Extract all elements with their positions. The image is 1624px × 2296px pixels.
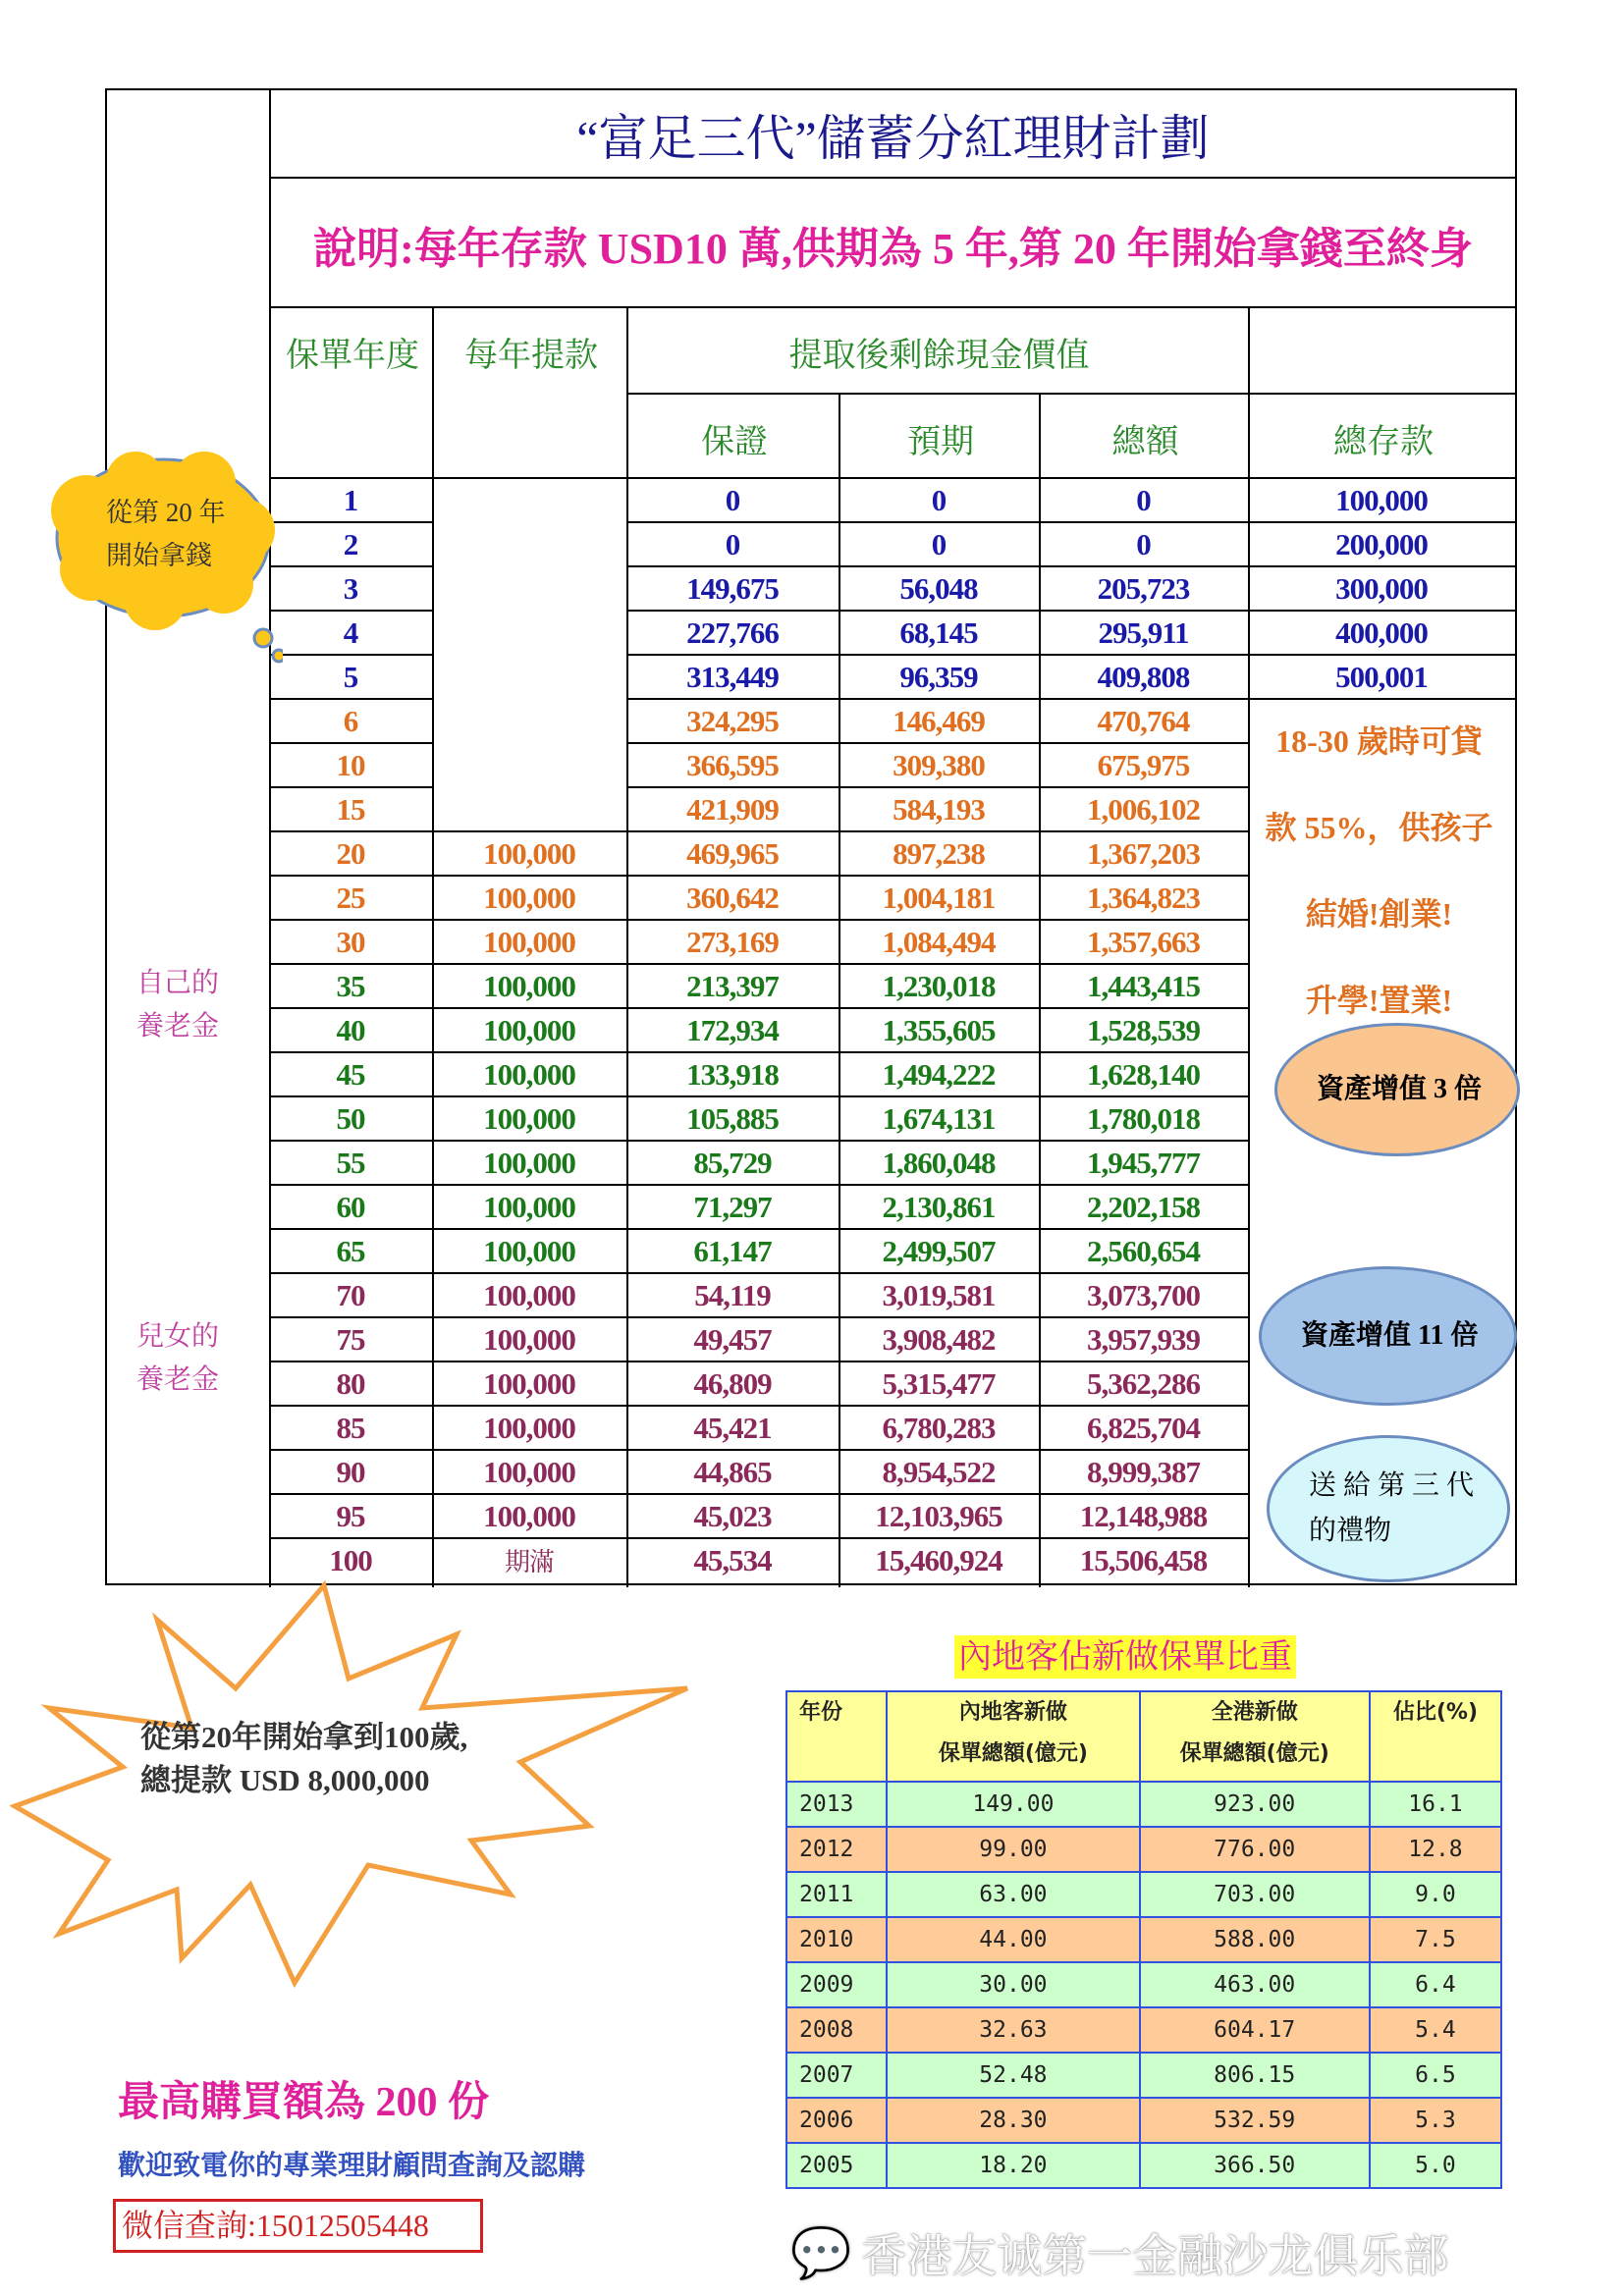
cell-total: 2,202,158 [1087, 1189, 1200, 1224]
cell-proj: 6,780,283 [882, 1410, 996, 1445]
cell-total: 3,957,939 [1087, 1321, 1200, 1357]
share-cell: 776.00 [1140, 1827, 1370, 1872]
cell-year: 20 [336, 835, 365, 871]
share-cell: 588.00 [1140, 1917, 1370, 1962]
cell-guar: 45,023 [693, 1498, 772, 1533]
share-row [786, 2053, 1501, 2098]
cell-proj: 3,908,482 [882, 1321, 996, 1357]
cell-total: 1,367,203 [1087, 835, 1200, 871]
cell-proj: 309,380 [893, 747, 985, 782]
cell-year: 30 [336, 924, 365, 959]
cell-guar: 360,642 [686, 880, 779, 915]
loan-note-1: 18-30 歲時可貸 [1275, 723, 1483, 759]
starburst-line: 從第20年開始拿到100歲, [140, 1720, 468, 1754]
share-cell: 604.17 [1140, 2007, 1370, 2053]
own-pension-label [136, 962, 219, 1048]
cell-deposit: 400,000 [1335, 614, 1428, 650]
cell-total: 1,780,018 [1087, 1100, 1200, 1136]
share-cell: 2012 [786, 1827, 887, 1872]
cell-proj: 1,860,048 [882, 1145, 996, 1180]
cell-year: 65 [336, 1233, 365, 1268]
cell-guar: 273,169 [686, 924, 779, 959]
cell-year: 2 [343, 526, 358, 561]
cell-proj: 2,130,861 [882, 1189, 996, 1224]
share-cell: 44.00 [887, 1917, 1139, 1962]
share-cell: 149.00 [887, 1782, 1139, 1827]
cell-total: 1,357,663 [1087, 924, 1200, 959]
share-cell: 2008 [786, 2007, 887, 2053]
share-cell: 2009 [786, 1962, 887, 2007]
cell-year: 55 [336, 1145, 365, 1180]
cell-guar: 421,909 [686, 791, 779, 827]
cell-proj: 68,145 [899, 614, 978, 650]
starburst-text [140, 1716, 467, 1802]
share-cell: 9.0 [1370, 1872, 1501, 1917]
cell-total: 409,808 [1097, 659, 1190, 694]
cell-withdraw: 100,000 [483, 1012, 575, 1047]
share-cell: 7.5 [1370, 1917, 1501, 1962]
share-row [786, 2098, 1501, 2143]
header-total-deposit: 總存款 [1333, 423, 1434, 460]
header-policy-year: 保單年度 [286, 337, 419, 374]
share-cell: 2011 [786, 1872, 887, 1917]
share-cell: 2005 [786, 2143, 887, 2188]
share-cell: 6.5 [1370, 2053, 1501, 2098]
cell-withdraw: 100,000 [483, 1321, 575, 1357]
share-row [786, 1782, 1501, 1827]
share-row [786, 1962, 1501, 2007]
loan-note-3: 結婚!創業! [1305, 896, 1453, 932]
cell-total: 3,073,700 [1087, 1277, 1200, 1312]
header-annual-withdrawal: 每年提款 [464, 337, 598, 374]
cell-guar: 85,729 [693, 1145, 772, 1180]
cell-deposit: 500,001 [1335, 659, 1428, 694]
cell-guar: 0 [725, 526, 740, 561]
share-cell: 2013 [786, 1782, 887, 1827]
cell-guar: 469,965 [686, 835, 779, 871]
cell-withdraw: 期滿 [504, 1548, 554, 1577]
cell-year: 40 [336, 1012, 365, 1047]
cell-guar: 54,119 [694, 1277, 771, 1312]
label-line: 兒女的 [136, 1321, 220, 1352]
cell-withdraw: 100,000 [483, 1145, 575, 1180]
cell-proj: 8,954,522 [882, 1454, 996, 1489]
cell-year: 90 [336, 1454, 365, 1489]
share-cell: 5.3 [1370, 2098, 1501, 2143]
loan-note-2: 款 55%，供孩子 [1265, 810, 1493, 845]
cloud-callout [106, 491, 226, 577]
grid-line [269, 306, 1517, 308]
cell-proj: 56,048 [899, 570, 978, 606]
cell-total: 470,764 [1097, 703, 1190, 738]
cell-proj: 5,315,477 [882, 1365, 996, 1401]
share-cell: 2006 [786, 2098, 887, 2143]
cell-proj: 1,084,494 [882, 924, 996, 959]
cell-withdraw: 100,000 [483, 835, 575, 871]
cell-total: 8,999,387 [1087, 1454, 1200, 1489]
cell-proj: 1,674,131 [882, 1100, 996, 1136]
cell-proj: 3,019,581 [882, 1277, 996, 1312]
cell-year: 25 [336, 880, 365, 915]
header-projected: 預期 [907, 423, 974, 460]
share-cell: 18.20 [887, 2143, 1139, 2188]
cell-guar: 324,295 [686, 703, 779, 738]
share-cell: 32.63 [887, 2007, 1139, 2053]
share-row [786, 2143, 1501, 2188]
share-cell: 703.00 [1140, 1872, 1370, 1917]
grid-line [269, 177, 1517, 179]
cell-guar: 133,918 [686, 1056, 779, 1092]
share-cell: 63.00 [887, 1872, 1139, 1917]
share-header-line: 佔比(%) [1392, 1700, 1479, 1725]
share-header-line: 內地客新做 [958, 1700, 1067, 1725]
cell-total: 295,911 [1098, 614, 1189, 650]
cell-year: 80 [336, 1365, 365, 1401]
cell-withdraw: 100,000 [483, 968, 575, 1003]
header-remaining-value: 提取後剩餘現金價值 [788, 337, 1090, 374]
cell-proj: 1,494,222 [882, 1056, 996, 1092]
cell-withdraw: 100,000 [483, 1100, 575, 1136]
share-cell: 5.0 [1370, 2143, 1501, 2188]
cell-proj: 584,193 [893, 791, 985, 827]
share-row [786, 1827, 1501, 1872]
cell-proj: 0 [931, 526, 947, 561]
cell-proj: 1,355,605 [882, 1012, 996, 1047]
share-cell: 28.30 [887, 2098, 1139, 2143]
cell-year: 100 [329, 1542, 372, 1577]
share-header [1370, 1691, 1501, 1782]
cell-guar: 227,766 [686, 614, 779, 650]
label-line: 自己的 [136, 968, 220, 998]
cell-year: 5 [343, 659, 358, 694]
cell-proj: 15,460,924 [875, 1542, 1002, 1577]
cell-total: 15,506,458 [1079, 1542, 1208, 1577]
cell-withdraw: 100,000 [483, 924, 575, 959]
cell-guar: 71,297 [693, 1189, 772, 1224]
wechat-icon: 💬 [790, 2224, 852, 2280]
cell-guar: 46,809 [693, 1365, 772, 1401]
cell-proj: 2,499,507 [882, 1233, 996, 1268]
header-total: 總額 [1111, 423, 1179, 460]
plan-title: “富足三代”儲蓄分紅理財計劃 [576, 111, 1210, 166]
cell-total: 2,560,654 [1087, 1233, 1200, 1268]
share-cell: 6.4 [1370, 1962, 1501, 2007]
cell-total: 1,006,102 [1087, 791, 1200, 827]
bubble-asset-growth-11x: 資產增值 11 倍 [1259, 1266, 1517, 1406]
share-row [786, 1917, 1501, 1962]
cell-year: 10 [336, 747, 365, 782]
bubble-asset-growth-3x: 資產增值 3 倍 [1274, 1023, 1520, 1156]
cell-guar: 213,397 [686, 968, 779, 1003]
cell-withdraw: 100,000 [483, 1498, 575, 1533]
cell-withdraw: 100,000 [483, 1233, 575, 1268]
cloud-line: 從第 20 年 [106, 498, 226, 527]
cell-year: 4 [343, 614, 358, 650]
cell-total: 205,723 [1097, 570, 1190, 606]
cell-withdraw: 100,000 [483, 1365, 575, 1401]
cell-withdraw: 100,000 [483, 1056, 575, 1092]
cell-year: 75 [336, 1321, 365, 1357]
cell-guar: 45,421 [693, 1410, 772, 1445]
cell-guar: 172,934 [686, 1012, 779, 1047]
share-cell: 12.8 [1370, 1827, 1501, 1872]
cell-year: 95 [336, 1498, 365, 1533]
share-header-line: 保單總額(億元) [1179, 1741, 1329, 1766]
share-cell: 463.00 [1140, 1962, 1370, 2007]
cell-guar: 44,865 [693, 1454, 772, 1489]
cell-year: 85 [336, 1410, 365, 1445]
cell-proj: 897,238 [893, 835, 985, 871]
label-line: 養老金 [136, 1364, 220, 1395]
cell-guar: 45,534 [693, 1542, 772, 1577]
max-purchase: 最高購買額為 200 份 [118, 2080, 490, 2125]
cell-year: 35 [336, 968, 365, 1003]
cell-proj: 146,469 [893, 703, 985, 738]
cell-year: 60 [336, 1189, 365, 1224]
wechat-contact: 微信查詢:15012505448 [113, 2199, 483, 2253]
cell-proj: 12,103,965 [875, 1498, 1002, 1533]
cell-total: 0 [1136, 526, 1151, 561]
cell-guar: 313,449 [686, 659, 779, 694]
contact-note: 歡迎致電你的專業理財顧問查詢及認購 [118, 2151, 586, 2181]
grid-line [626, 393, 1517, 395]
share-cell: 99.00 [887, 1827, 1139, 1872]
share-row [786, 1872, 1501, 1917]
cell-year: 50 [336, 1100, 365, 1136]
cell-guar: 149,675 [686, 570, 779, 606]
share-cell: 16.1 [1370, 1782, 1501, 1827]
cell-year: 15 [336, 791, 365, 827]
cell-guar: 366,595 [686, 747, 779, 782]
cell-year: 3 [343, 570, 358, 606]
share-cell: 806.15 [1140, 2053, 1370, 2098]
cell-proj: 0 [931, 482, 947, 517]
share-header-line: 全港新做 [1211, 1700, 1298, 1725]
share-cell: 366.50 [1140, 2143, 1370, 2188]
cell-guar: 105,885 [686, 1100, 779, 1136]
share-cell: 923.00 [1140, 1782, 1370, 1827]
grid-line [1248, 698, 1517, 700]
share-header [786, 1691, 887, 1782]
cell-withdraw: 100,000 [483, 1410, 575, 1445]
cell-guar: 61,147 [693, 1233, 772, 1268]
cell-total: 1,528,539 [1087, 1012, 1200, 1047]
plan-description: 說明:每年存款 USD10 萬,供期為 5 年,第 20 年開始拿錢至終身 [313, 225, 1473, 273]
starburst-line: 總提款 USD 8,000,000 [140, 1763, 430, 1797]
share-header-line: 年份 [799, 1700, 843, 1725]
share-cell: 52.48 [887, 2053, 1139, 2098]
cell-withdraw: 100,000 [483, 1189, 575, 1224]
cell-total: 1,443,415 [1087, 968, 1200, 1003]
cell-proj: 1,230,018 [882, 968, 996, 1003]
share-cell: 2010 [786, 1917, 887, 1962]
cell-withdraw: 100,000 [483, 1454, 575, 1489]
label-line: 養老金 [136, 1011, 220, 1041]
cell-total: 12,148,988 [1079, 1498, 1208, 1533]
cell-proj: 96,359 [899, 659, 978, 694]
watermark [790, 2220, 1624, 2285]
cell-year: 6 [343, 703, 358, 738]
cell-total: 6,825,704 [1087, 1410, 1200, 1445]
children-pension-label [136, 1315, 219, 1402]
cell-total: 1,628,140 [1087, 1056, 1200, 1092]
share-cell: 5.4 [1370, 2007, 1501, 2053]
share-cell: 2007 [786, 2053, 887, 2098]
cell-deposit: 200,000 [1335, 526, 1428, 561]
share-row [786, 2007, 1501, 2053]
loan-note-4: 升學!置業! [1305, 983, 1453, 1018]
cloud-line: 開始拿錢 [106, 541, 212, 570]
share-header [887, 1691, 1139, 1782]
watermark-text: 香港友诚第一金融沙龙俱乐部 [861, 2229, 1449, 2282]
header-guaranteed: 保證 [701, 423, 768, 460]
cell-deposit: 100,000 [1335, 482, 1428, 517]
cell-guar: 0 [725, 482, 740, 517]
cell-total: 5,362,286 [1087, 1365, 1200, 1401]
share-cell: 30.00 [887, 1962, 1139, 2007]
cell-total: 0 [1136, 482, 1151, 517]
share-cell: 532.59 [1140, 2098, 1370, 2143]
share-table-title: 內地客佔新做保單比重 [954, 1635, 1296, 1679]
mainland-share-table [785, 1690, 1502, 2189]
cell-withdraw: 100,000 [483, 1277, 575, 1312]
share-header-line: 保單總額(億元) [938, 1741, 1088, 1766]
cell-total: 1,364,823 [1087, 880, 1200, 915]
cell-year: 1 [343, 482, 358, 517]
cell-total: 1,945,777 [1087, 1145, 1200, 1180]
cell-total: 675,975 [1097, 747, 1190, 782]
cell-deposit: 300,000 [1335, 570, 1428, 606]
share-header [1140, 1691, 1370, 1782]
cell-year: 45 [336, 1056, 365, 1092]
bubble-gift-third-generation: 送 給 第 三 代的禮物 [1267, 1435, 1510, 1582]
cell-year: 70 [336, 1277, 365, 1312]
cell-proj: 1,004,181 [882, 880, 996, 915]
cell-guar: 49,457 [693, 1321, 772, 1357]
cell-withdraw: 100,000 [483, 880, 575, 915]
